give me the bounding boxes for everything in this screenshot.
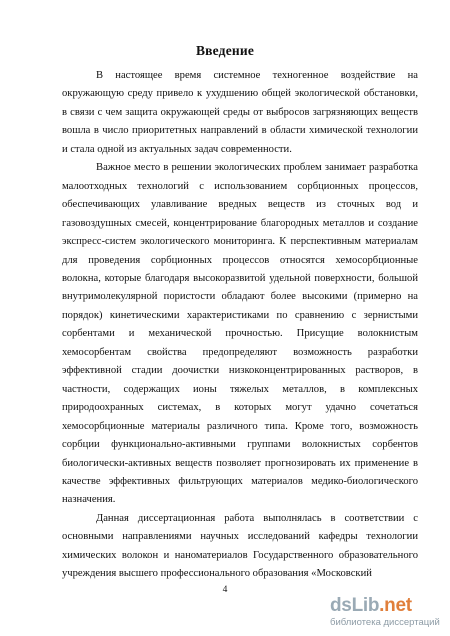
page-number: 4 <box>222 585 228 595</box>
page-title: Введение <box>195 43 255 58</box>
watermark-logo-main: dsLib <box>330 595 380 616</box>
watermark <box>330 596 444 630</box>
paragraph-1: В настоящее время системное техногенное воздействие на окружающую среду привело к ухудшению общей экологической обстановки, в связи с чем защита окружающей среды от выбросов загрязняющих веществ вошла в число приоритетных направлений в области химической технологии и стала одной из актуальных задач современности. <box>62 70 418 155</box>
watermark-logo <box>330 596 412 616</box>
paragraph-2: Важное место в решении экологических проблем занимает разработка малоотходных технологий с использованием сорбционных процессов, обеспечивающих улавливание вредных веществ из сточных вод и газовоздушных смесей, концентрирование благородных металлов и создание экспресс-систем экологического мониторинга. К перспективным материалам для проведения сорбционных процессов относятся хемосорбционные волокна, которые благодаря высокоразвитой удельной поверхности, большой внутримолекулярной пористости обладают более высокими (примерно на порядок) кинетическими характеристиками по сравнению с зернистыми сорбентами и механической прочностью. Присущие волокнистым хемосорбентам свойства предопределяют возможность разработки эффективной стадии доочистки низкоконцентрированных растворов, в частности, содержащих ионы тяжелых металлов, в комплексных природоохранных системах, в которых могут удачно сочетаться хемосорбционные материалы различного типа. Кроме того, возможность сорбции функционально-активными группами волокнистых сорбентов биологически-активных веществ позволяет прогнозировать их применение в качестве эффективных фильтрующих материалов медико-биологического назначения. <box>62 162 418 506</box>
watermark-caption: библиотека диссертаций <box>330 617 440 628</box>
watermark-logo-accent: .net <box>379 595 412 616</box>
body-text <box>62 67 418 584</box>
paragraph-3: Данная диссертационная работа выполнялась в соответствии с основными направлениями научных исследований кафедры технологии химических волокон и наноматериалов Государственного образовательного учреждения высшего профессионального образования «Московский <box>62 512 418 580</box>
